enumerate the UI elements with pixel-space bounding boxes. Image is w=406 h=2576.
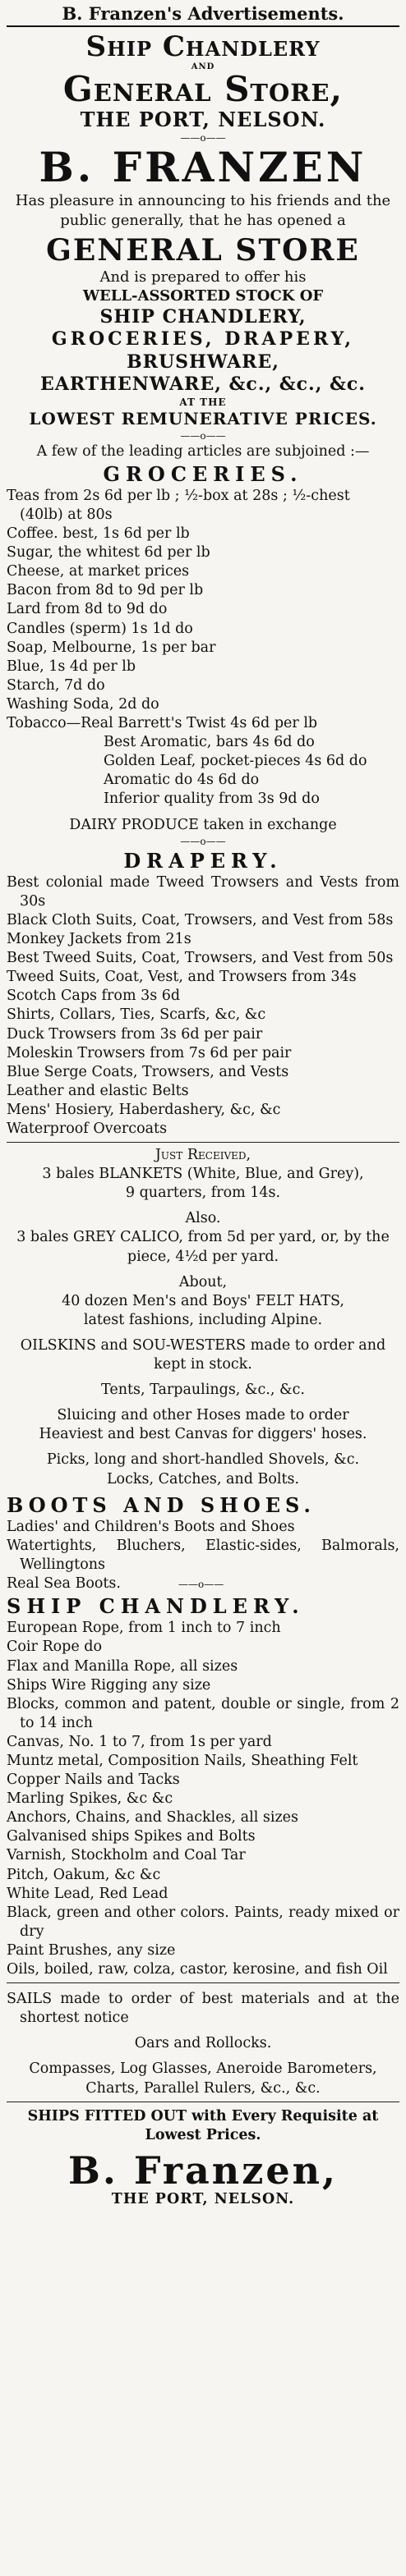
intro-text: Has pleasure in announcing to his friends and the public generally, that he has opened a: [15, 192, 391, 229]
groceries-heading: GROCERIES.: [103, 461, 303, 486]
list-item: Soap, Melbourne, 1s per bar: [7, 639, 216, 656]
footer-place: THE PORT, NELSON.: [111, 2191, 295, 2208]
sea-boots-text: Real Sea Boots.: [7, 1575, 121, 1593]
separator: ——o——: [180, 132, 226, 144]
list-item: Copper Nails and Tacks: [7, 1772, 180, 1789]
list-item: Blue Serge Coats, Trowsers, and Vests: [7, 1063, 289, 1080]
list-item: Watertights, Bluchers, Elastic-sides, Balmorals, Wellingtons: [7, 1537, 399, 1573]
general-store-heading: GENERAL STORE: [46, 233, 360, 268]
list-item: Bacon from 8d to 9d per lb: [7, 582, 204, 599]
blankets-line: 3 bales BLANKETS (White, Blue, and Grey),: [42, 1166, 364, 1183]
dairy-produce-line: DAIRY PRODUCE taken in exchange: [69, 816, 337, 833]
lowest-prices-line: LOWEST REMUNERATIVE PRICES.: [29, 408, 377, 429]
list-item: Flax and Manilla Rope, all sizes: [7, 1657, 238, 1675]
sails-line: SAILS made to order of best materials and at the shortest notice: [7, 1991, 399, 2027]
list-item: Oils, boiled, raw, colza, castor, kerosine, and fish Oil: [7, 1961, 388, 1978]
list-item: Shirts, Collars, Ties, Scarfs, &c, &c: [7, 1006, 266, 1024]
tents-line: Tents, Tarpaulings, &c., &c.: [101, 1382, 305, 1399]
list-item: European Rope, from 1 inch to 7 inch: [7, 1620, 281, 1637]
list-item: Black, green and other colors. Paints, ready mixed or dry: [7, 1904, 399, 1940]
list-item: Mens' Hosiery, Haberdashery, &c, &c: [7, 1101, 281, 1118]
list-item: (40lb) at 80s: [20, 506, 113, 524]
drapery-heading: DRAPERY.: [123, 848, 283, 873]
list-item: Marling Spikes, &c &c: [7, 1790, 173, 1808]
prepared-text: And is prepared to offer his: [99, 268, 307, 286]
list-item: Teas from 2s 6d per lb ; ½-box at 28s ; ½-chest: [7, 487, 350, 504]
list-item: Moleskin Trowsers from 7s 6d per pair: [7, 1044, 292, 1061]
list-item: Paint Brushes, any size: [7, 1941, 176, 1959]
oilskins-line: OILSKINS and SOU-WESTERS made to order and kept in stock.: [20, 1336, 386, 1373]
list-item: Muntz metal, Composition Nails, Sheathing Felt: [7, 1753, 358, 1770]
masthead-general-store: General Store,: [62, 69, 344, 110]
page-header: B. Franzen's Advertisements.: [62, 3, 344, 24]
blankets-line-2: 9 quarters, from 14s.: [125, 1185, 281, 1202]
boots-heading: BOOTS AND SHOES.: [7, 1492, 316, 1517]
separator: ——o——: [180, 429, 226, 442]
list-item: Canvas, No. 1 to 7, from 1s per yard: [7, 1733, 272, 1750]
list-item: Waterproof Overcoats: [7, 1121, 168, 1138]
list-item: Aromatic do 4s 6d do: [104, 772, 260, 789]
list-item: Best Aromatic, bars 4s 6d do: [104, 734, 315, 751]
list-item: Ships Wire Rigging any size: [7, 1676, 211, 1694]
list-item: Washing Soda, 2d do: [7, 695, 159, 713]
ship-chandlery-heading: SHIP CHANDLERY.: [7, 1594, 305, 1619]
list-item: Starch, 7d do: [7, 676, 105, 694]
canvas-diggers-line: Heaviest and best Canvas for diggers' hoses.: [39, 1426, 367, 1443]
few-articles-text: A few of the leading articles are subjoined :—: [36, 442, 370, 460]
hats-line-2: latest fashions, including Alpine.: [83, 1311, 323, 1328]
stock-text: WELL-ASSORTED STOCK OF: [82, 287, 324, 305]
list-item: Scotch Caps from 3s 6d: [7, 988, 181, 1005]
list-item: Best Tweed Suits, Coat, Trowsers, and Vest from 50s: [7, 950, 394, 967]
list-item: White Lead, Red Lead: [7, 1885, 168, 1902]
masthead-and: AND: [191, 62, 215, 72]
list-item: Inferior quality from 3s 9d do: [104, 791, 320, 808]
list-item: Blocks, common and patent, double or single, from 2 to 14 inch: [7, 1695, 399, 1731]
about-line: About,: [178, 1273, 228, 1290]
list-item: Blue, 1s 4d per lb: [7, 658, 136, 675]
list-item: Ladies' and Children's Boots and Shoes: [7, 1518, 295, 1535]
picks-line: Picks, long and short-handled Shovels, &c.: [46, 1451, 360, 1469]
proprietor-name: B. FRANZEN: [39, 143, 367, 192]
groceries-drapery-line: GROCERIES, DRAPERY,: [51, 328, 355, 351]
list-item: Cheese, at market prices: [7, 563, 190, 580]
list-item: Golden Leaf, pocket-pieces 4s 6d do: [104, 753, 367, 770]
list-item: Anchors, Chains, and Shackles, all sizes: [7, 1809, 299, 1827]
list-item: Tobacco—Real Barrett's Twist 4s 6d per lb: [7, 715, 318, 732]
list-item: Duck Trowsers from 3s 6d per pair: [7, 1025, 263, 1043]
brushware-line: BRUSHWARE,: [127, 351, 279, 373]
sea-boots-line: [7, 1574, 399, 1593]
also-line: Also.: [185, 1210, 221, 1227]
masthead: [7, 27, 399, 131]
list-item: Leather and elastic Belts: [7, 1082, 189, 1099]
at-the-line: AT THE: [179, 396, 227, 408]
list-item: Lard from 8d to 9d do: [7, 601, 168, 618]
list-item: Pitch, Oakum, &c &c: [7, 1866, 161, 1883]
list-item: Coffee. best, 1s 6d per lb: [7, 525, 190, 543]
fitted-out-line: SHIPS FITTED OUT with Every Requisite at Lowest Prices.: [27, 2107, 379, 2143]
separator: ——o——: [178, 1579, 224, 1591]
earthenware-line: EARTHENWARE, &c., &c., &c.: [40, 374, 366, 396]
list-item: Galvanised ships Spikes and Bolts: [7, 1828, 256, 1845]
list-item: Black Cloth Suits, Coat, Trowsers, and Vest from 58s: [7, 911, 394, 928]
locks-line: Locks, Catches, and Bolts.: [106, 1470, 300, 1487]
list-item: Varnish, Stockholm and Coal Tar: [7, 1847, 246, 1864]
oars-line: Oars and Rollocks.: [134, 2035, 272, 2052]
list-item: Tweed Suits, Coat, Vest, and Trowsers from 34s: [7, 969, 357, 986]
separator: ——o——: [180, 835, 226, 847]
hats-line: 40 dozen Men's and Boys' FELT HATS,: [62, 1292, 344, 1309]
masthead-place: THE PORT, NELSON.: [80, 108, 326, 132]
just-received: Just Received,: [155, 1147, 251, 1164]
list-item: Candles (sperm) 1s 1d do: [7, 620, 193, 637]
footer-name: B. Franzen,: [67, 2147, 339, 2193]
list-item: Monkey Jackets from 21s: [7, 931, 191, 948]
calico-line: 3 bales GREY CALICO, from 5d per yard, or, by the piece, 4½d per yard.: [16, 1229, 390, 1265]
ship-chandlery-line: SHIP CHANDLERY,: [99, 305, 307, 328]
list-item: Coir Rope do: [7, 1639, 103, 1656]
masthead-ship-chandlery: Ship Chandlery: [85, 30, 321, 63]
sluicing-line: Sluicing and other Hoses made to order: [57, 1407, 349, 1424]
list-item: Best colonial made Tweed Trowsers and Vests from 30s: [7, 873, 399, 910]
compasses-line: Compasses, Log Glasses, Aneroide Barometers, Charts, Parallel Rulers, &c., &c.: [29, 2060, 377, 2097]
list-item: Sugar, the whitest 6d per lb: [7, 544, 210, 561]
